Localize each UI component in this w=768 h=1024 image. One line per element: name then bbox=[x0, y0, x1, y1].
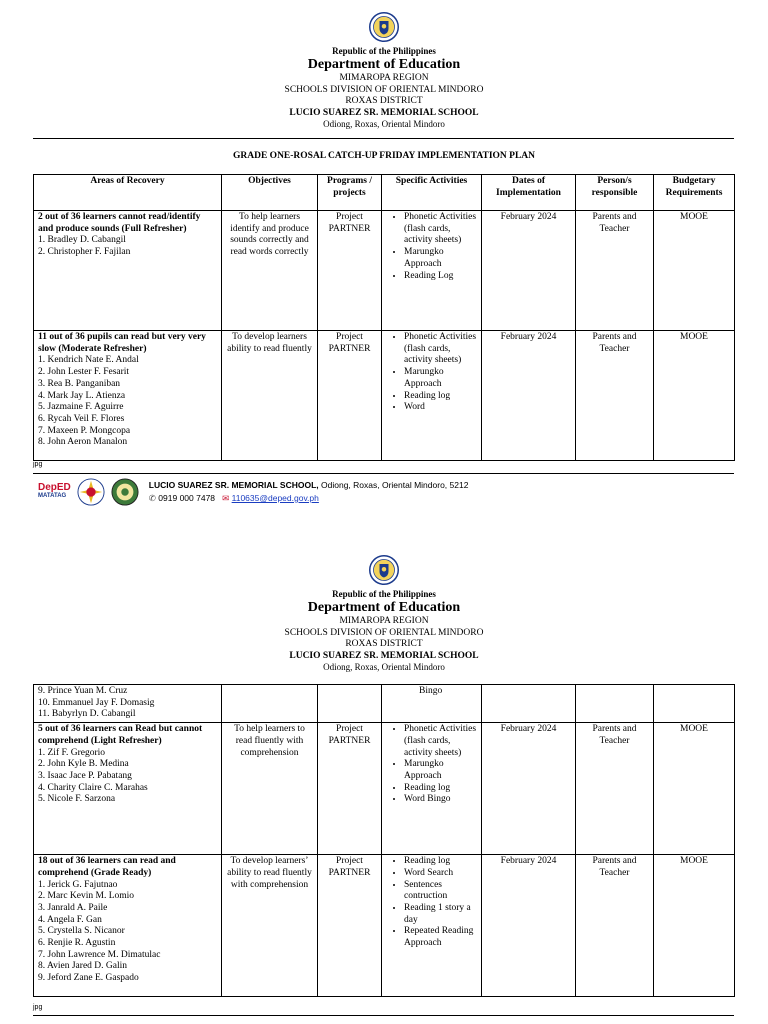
table-header-row bbox=[34, 175, 735, 211]
activity-item: • Word Search bbox=[404, 868, 477, 880]
program-cell: Project PARTNER bbox=[318, 723, 382, 855]
jpg-mark: jpg bbox=[33, 1004, 43, 1011]
activity-item: • Phonetic Activities (flash cards, activity sheets) bbox=[404, 212, 477, 247]
persons-cell: Parents and Teacher bbox=[576, 331, 654, 461]
jpg-mark: jpg bbox=[33, 461, 43, 468]
activity-item: • Reading log bbox=[404, 856, 477, 868]
learner-name: 3. Rea B. Panganiban bbox=[38, 378, 121, 389]
school-name: LUCIO SUAREZ SR. MEMORIAL SCHOOL bbox=[289, 107, 479, 118]
activity-item: • Phonetic Activities (flash cards, activity sheets) bbox=[404, 724, 477, 759]
footer-logos bbox=[38, 478, 468, 506]
region-line: MIMAROPA REGION bbox=[339, 73, 429, 83]
deped-seal-icon bbox=[369, 12, 399, 42]
learner-name: 11. Babyrlyn D. Cabangil bbox=[38, 709, 136, 720]
persons-cell: Parents and Teacher bbox=[576, 855, 654, 997]
program-cell: Project PARTNER bbox=[318, 211, 382, 331]
activity-item: • Reading Log bbox=[404, 271, 477, 283]
division-line: SCHOOLS DIVISION OF ORIENTAL MINDORO bbox=[284, 627, 484, 638]
persons-cell: Parents and Teacher bbox=[576, 211, 654, 331]
area-cell bbox=[34, 855, 222, 997]
learner-name: 6. Renjie R. Agustin bbox=[38, 938, 116, 949]
activities-cell bbox=[382, 685, 482, 723]
school-address: Odiong, Roxas, Oriental Mindoro bbox=[323, 119, 445, 129]
activities-cell bbox=[382, 331, 482, 461]
persons-cell: Parents and Teacher bbox=[576, 723, 654, 855]
learner-name: 5. Nicole F. Sarzona bbox=[38, 794, 116, 805]
table-row bbox=[34, 211, 735, 331]
learner-name: 1. Jerick G. Fajutnao bbox=[38, 879, 118, 890]
learner-name: 9. Prince Yuan M. Cruz bbox=[38, 686, 128, 696]
department-name: Department of Education bbox=[307, 57, 461, 72]
program-cell bbox=[318, 685, 382, 723]
table-row bbox=[34, 855, 735, 997]
footer bbox=[38, 478, 468, 506]
date-cell: February 2024 bbox=[482, 331, 576, 461]
col-activities: Specific Activities bbox=[382, 175, 482, 211]
col-areas: Areas of Recovery bbox=[34, 175, 222, 211]
col-programs: Programs / projects bbox=[318, 175, 382, 211]
activity-item: • Marungko Approach bbox=[404, 759, 477, 782]
activities-cell bbox=[382, 723, 482, 855]
plan-title: GRADE ONE-ROSAL CATCH-UP FRIDAY IMPLEMENTATION PLAN bbox=[233, 151, 535, 161]
learner-name: 4. Mark Jay L. Atienza bbox=[38, 390, 126, 401]
district-line: ROXAS DISTRICT bbox=[345, 96, 423, 106]
activity-item: • Reading log bbox=[404, 391, 477, 403]
budget-cell: MOOE bbox=[654, 211, 735, 331]
learner-name: 1. Zif F. Gregorio bbox=[38, 747, 106, 758]
footer-school-name: LUCIO SUAREZ SR. MEMORIAL SCHOOL, bbox=[148, 480, 319, 490]
learner-name: 4. Charity Claire C. Marahas bbox=[38, 782, 148, 793]
area-title: 18 out of 36 learners can read and comprehend (Grade Ready) bbox=[38, 856, 176, 878]
budget-cell: MOOE bbox=[654, 855, 735, 997]
area-cell bbox=[34, 723, 222, 855]
objective-cell: To develop learners’ ability to read fluently with comprehension bbox=[222, 855, 318, 997]
col-budget: Budgetary Requirements bbox=[654, 175, 735, 211]
learner-name: 6. Rycah Veil F. Flores bbox=[38, 413, 125, 424]
date-cell bbox=[482, 685, 576, 723]
col-objectives: Objectives bbox=[222, 175, 318, 211]
republic-line: Republic of the Philippines bbox=[332, 588, 436, 599]
republic-line: Republic of the Philippines bbox=[332, 45, 436, 56]
learner-name: 1. Kendrich Nate E. Andal bbox=[38, 355, 139, 366]
deped-matatag-logo: DepED MATATAG bbox=[38, 482, 71, 499]
deped-seal-icon bbox=[369, 555, 399, 585]
date-cell: February 2024 bbox=[482, 855, 576, 997]
activity-item: • Repeated Reading Approach bbox=[404, 926, 477, 949]
footer-divider bbox=[33, 473, 734, 474]
persons-cell bbox=[576, 685, 654, 723]
area-cell bbox=[34, 211, 222, 331]
learner-name: 3. Janrald A. Paile bbox=[38, 902, 108, 913]
objective-cell bbox=[222, 685, 318, 723]
program-cell: Project PARTNER bbox=[318, 331, 382, 461]
footer-divider bbox=[33, 1015, 734, 1016]
header-divider bbox=[33, 138, 734, 139]
learner-name: 7. John Lawrence M. Dimatulac bbox=[38, 949, 161, 960]
table-row bbox=[34, 331, 735, 461]
mail-icon: ✉ bbox=[222, 493, 230, 503]
footer-school-address: Odiong, Roxas, Oriental Mindoro, 5212 bbox=[318, 480, 469, 490]
activity-item: • Sentences contruction bbox=[404, 880, 477, 903]
letterhead bbox=[0, 555, 768, 674]
learner-name: 4. Angela F. Gan bbox=[38, 914, 102, 925]
footer-phone: 0919 000 7478 bbox=[158, 493, 216, 503]
budget-cell bbox=[654, 685, 735, 723]
footer-email-link[interactable]: 110635@deped.gov.ph bbox=[231, 493, 319, 503]
date-cell: February 2024 bbox=[482, 723, 576, 855]
learner-name: 10. Emmanuel Jay F. Domasig bbox=[38, 697, 155, 708]
objective-cell: To help learners to read fluently with comprehension bbox=[222, 723, 318, 855]
department-name: Department of Education bbox=[307, 600, 461, 615]
division-line: SCHOOLS DIVISION OF ORIENTAL MINDORO bbox=[284, 84, 484, 95]
learner-name: 2. Marc Kevin M. Lomio bbox=[38, 891, 135, 902]
col-dates: Dates of Implementation bbox=[482, 175, 576, 211]
learner-name: 2. John Lester F. Fesarit bbox=[38, 367, 130, 378]
school-address: Odiong, Roxas, Oriental Mindoro bbox=[323, 662, 445, 672]
activities-cell bbox=[382, 211, 482, 331]
footer-contact bbox=[149, 479, 469, 505]
table-row-continued bbox=[34, 685, 735, 723]
bagong-pilipinas-logo-icon bbox=[77, 478, 105, 506]
learner-name: 7. Maxeen P. Mongcopa bbox=[38, 425, 131, 436]
area-title: 11 out of 36 pupils can read but very very slow (Moderate Refresher) bbox=[38, 332, 206, 354]
plan-table-page-2 bbox=[33, 684, 735, 997]
activity-item: • Reading 1 story a day bbox=[404, 903, 477, 926]
learner-name: 5. Crystella S. Nicanor bbox=[38, 926, 125, 937]
school-name: LUCIO SUAREZ SR. MEMORIAL SCHOOL bbox=[289, 650, 479, 661]
col-persons: Person/s responsible bbox=[576, 175, 654, 211]
learner-name: 5. Jazmaine F. Aguirre bbox=[38, 402, 124, 413]
learner-name: 9. Jeford Zane E. Gaspado bbox=[38, 973, 139, 984]
learner-name: 2. John Kyle B. Medina bbox=[38, 759, 129, 770]
objective-cell: To develop learners ability to read fluently bbox=[222, 331, 318, 461]
activity-item: • Marungko Approach bbox=[404, 247, 477, 270]
program-cell: Project PARTNER bbox=[318, 855, 382, 997]
activity-item: • Phonetic Activities (flash cards, activity sheets) bbox=[404, 332, 477, 367]
area-title: 2 out of 36 learners cannot read/identify and produce sounds (Full Refresher) bbox=[38, 212, 201, 234]
activity-item: • Word Bingo bbox=[404, 794, 477, 806]
activity-item: Bingo bbox=[419, 686, 443, 696]
objective-cell: To help learners identify and produce sounds correctly and read words correctly bbox=[222, 211, 318, 331]
learner-name: 2. Christopher F. Fajilan bbox=[38, 247, 131, 258]
table-row bbox=[34, 723, 735, 855]
learner-name: 3. Isaac Jace P. Pabatang bbox=[38, 770, 132, 781]
learner-name: 1. Bradley D. Cabangil bbox=[38, 235, 126, 246]
phone-icon: ✆ bbox=[148, 493, 156, 503]
learner-name: 8. Avien Jared D. Galin bbox=[38, 961, 127, 972]
activity-item: • Marungko Approach bbox=[404, 367, 477, 390]
activity-item: • Word bbox=[404, 402, 477, 414]
activity-item: • Reading log bbox=[404, 783, 477, 795]
area-cell bbox=[34, 685, 222, 723]
learner-name: 8. John Aeron Manalon bbox=[38, 437, 128, 448]
area-cell bbox=[34, 331, 222, 461]
activities-cell bbox=[382, 855, 482, 997]
district-line: ROXAS DISTRICT bbox=[345, 639, 423, 649]
budget-cell: MOOE bbox=[654, 723, 735, 855]
letterhead bbox=[0, 12, 768, 131]
plan-table-page-1 bbox=[33, 174, 735, 461]
school-logo-icon bbox=[111, 478, 139, 506]
budget-cell: MOOE bbox=[654, 331, 735, 461]
region-line: MIMAROPA REGION bbox=[339, 616, 429, 626]
area-title: 5 out of 36 learners can Read but cannot comprehend (Light Refresher) bbox=[38, 724, 203, 746]
date-cell: February 2024 bbox=[482, 211, 576, 331]
